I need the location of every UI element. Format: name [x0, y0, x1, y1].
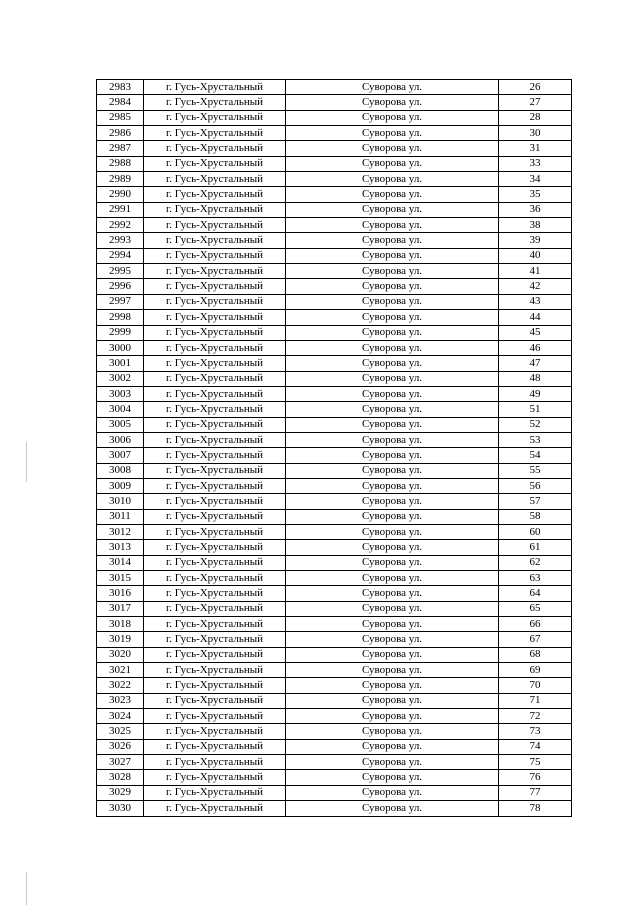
table-row — [97, 524, 572, 539]
street-cell: Суворова ул. — [286, 187, 499, 202]
city-cell: г. Гусь-Хрустальный — [144, 586, 286, 601]
row-number-cell: 3025 — [97, 724, 144, 739]
city-cell: г. Гусь-Хрустальный — [144, 356, 286, 371]
house-number-cell: 56 — [499, 478, 572, 493]
street-cell: Суворова ул. — [286, 617, 499, 632]
row-number-cell: 3008 — [97, 463, 144, 478]
city-cell: г. Гусь-Хрустальный — [144, 371, 286, 386]
street-cell: Суворова ул. — [286, 494, 499, 509]
street-cell: Суворова ул. — [286, 540, 499, 555]
street-cell: Суворова ул. — [286, 571, 499, 586]
city-cell: г. Гусь-Хрустальный — [144, 709, 286, 724]
street-cell: Суворова ул. — [286, 279, 499, 294]
city-cell: г. Гусь-Хрустальный — [144, 172, 286, 187]
city-cell: г. Гусь-Хрустальный — [144, 647, 286, 662]
row-number-cell: 2987 — [97, 141, 144, 156]
house-number-cell: 43 — [499, 294, 572, 309]
city-cell: г. Гусь-Хрустальный — [144, 463, 286, 478]
street-cell: Суворова ул. — [286, 663, 499, 678]
table-row — [97, 647, 572, 662]
row-number-cell: 2998 — [97, 310, 144, 325]
city-cell: г. Гусь-Хрустальный — [144, 663, 286, 678]
table-row — [97, 586, 572, 601]
table-row — [97, 264, 572, 279]
table-row — [97, 233, 572, 248]
house-number-cell: 57 — [499, 494, 572, 509]
street-cell: Суворова ул. — [286, 647, 499, 662]
house-number-cell: 34 — [499, 172, 572, 187]
table-row — [97, 678, 572, 693]
row-number-cell: 2989 — [97, 172, 144, 187]
house-number-cell: 66 — [499, 617, 572, 632]
house-number-cell: 49 — [499, 386, 572, 401]
row-number-cell: 2990 — [97, 187, 144, 202]
street-cell: Суворова ул. — [286, 264, 499, 279]
row-number-cell: 3013 — [97, 540, 144, 555]
house-number-cell: 60 — [499, 524, 572, 539]
house-number-cell: 30 — [499, 126, 572, 141]
house-number-cell: 47 — [499, 356, 572, 371]
table-row — [97, 663, 572, 678]
row-number-cell: 3005 — [97, 417, 144, 432]
city-cell: г. Гусь-Хрустальный — [144, 755, 286, 770]
street-cell: Суворова ул. — [286, 218, 499, 233]
house-number-cell: 65 — [499, 601, 572, 616]
house-number-cell: 68 — [499, 647, 572, 662]
row-number-cell: 3006 — [97, 432, 144, 447]
street-cell: Суворова ул. — [286, 801, 499, 816]
street-cell: Суворова ул. — [286, 110, 499, 125]
street-cell: Суворова ул. — [286, 126, 499, 141]
table-row — [97, 724, 572, 739]
table-row — [97, 248, 572, 263]
house-number-cell: 63 — [499, 571, 572, 586]
house-number-cell: 75 — [499, 755, 572, 770]
table-row — [97, 693, 572, 708]
table-row — [97, 540, 572, 555]
house-number-cell: 64 — [499, 586, 572, 601]
row-number-cell: 3007 — [97, 448, 144, 463]
street-cell: Суворова ул. — [286, 294, 499, 309]
table-row — [97, 617, 572, 632]
street-cell: Суворова ул. — [286, 463, 499, 478]
table-row — [97, 509, 572, 524]
table-row — [97, 202, 572, 217]
city-cell: г. Гусь-Хрустальный — [144, 524, 286, 539]
address-table-body — [97, 80, 572, 817]
street-cell: Суворова ул. — [286, 724, 499, 739]
city-cell: г. Гусь-Хрустальный — [144, 386, 286, 401]
house-number-cell: 44 — [499, 310, 572, 325]
city-cell: г. Гусь-Хрустальный — [144, 693, 286, 708]
row-number-cell: 3018 — [97, 617, 144, 632]
city-cell: г. Гусь-Хрустальный — [144, 202, 286, 217]
table-row — [97, 371, 572, 386]
city-cell: г. Гусь-Хрустальный — [144, 478, 286, 493]
house-number-cell: 45 — [499, 325, 572, 340]
table-row — [97, 386, 572, 401]
street-cell: Суворова ул. — [286, 80, 499, 95]
city-cell: г. Гусь-Хрустальный — [144, 264, 286, 279]
house-number-cell: 46 — [499, 340, 572, 355]
table-row — [97, 141, 572, 156]
house-number-cell: 41 — [499, 264, 572, 279]
row-number-cell: 2985 — [97, 110, 144, 125]
city-cell: г. Гусь-Хрустальный — [144, 310, 286, 325]
city-cell: г. Гусь-Хрустальный — [144, 95, 286, 110]
row-number-cell: 2997 — [97, 294, 144, 309]
house-number-cell: 67 — [499, 632, 572, 647]
city-cell: г. Гусь-Хрустальный — [144, 601, 286, 616]
row-number-cell: 3009 — [97, 478, 144, 493]
row-number-cell: 3024 — [97, 709, 144, 724]
row-number-cell: 2995 — [97, 264, 144, 279]
table-row — [97, 755, 572, 770]
street-cell: Суворова ул. — [286, 172, 499, 187]
house-number-cell: 42 — [499, 279, 572, 294]
city-cell: г. Гусь-Хрустальный — [144, 448, 286, 463]
city-cell: г. Гусь-Хрустальный — [144, 785, 286, 800]
row-number-cell: 2999 — [97, 325, 144, 340]
city-cell: г. Гусь-Хрустальный — [144, 325, 286, 340]
row-number-cell: 2988 — [97, 156, 144, 171]
house-number-cell: 70 — [499, 678, 572, 693]
row-number-cell: 2992 — [97, 218, 144, 233]
house-number-cell: 38 — [499, 218, 572, 233]
scan-margin-mark — [26, 872, 27, 905]
house-number-cell: 61 — [499, 540, 572, 555]
city-cell: г. Гусь-Хрустальный — [144, 801, 286, 816]
street-cell: Суворова ул. — [286, 202, 499, 217]
row-number-cell: 2983 — [97, 80, 144, 95]
row-number-cell: 2991 — [97, 202, 144, 217]
table-row — [97, 126, 572, 141]
city-cell: г. Гусь-Хрустальный — [144, 141, 286, 156]
table-row — [97, 95, 572, 110]
row-number-cell: 3003 — [97, 386, 144, 401]
house-number-cell: 39 — [499, 233, 572, 248]
table-row — [97, 571, 572, 586]
street-cell: Суворова ул. — [286, 371, 499, 386]
city-cell: г. Гусь-Хрустальный — [144, 724, 286, 739]
table-row — [97, 632, 572, 647]
house-number-cell: 40 — [499, 248, 572, 263]
house-number-cell: 48 — [499, 371, 572, 386]
city-cell: г. Гусь-Хрустальный — [144, 402, 286, 417]
street-cell: Суворова ул. — [286, 141, 499, 156]
street-cell: Суворова ул. — [286, 356, 499, 371]
house-number-cell: 36 — [499, 202, 572, 217]
row-number-cell: 3011 — [97, 509, 144, 524]
city-cell: г. Гусь-Хрустальный — [144, 540, 286, 555]
table-row — [97, 601, 572, 616]
row-number-cell: 2986 — [97, 126, 144, 141]
city-cell: г. Гусь-Хрустальный — [144, 156, 286, 171]
row-number-cell: 3017 — [97, 601, 144, 616]
city-cell: г. Гусь-Хрустальный — [144, 555, 286, 570]
row-number-cell: 2996 — [97, 279, 144, 294]
scan-margin-mark — [26, 442, 27, 482]
street-cell: Суворова ул. — [286, 432, 499, 447]
row-number-cell: 3004 — [97, 402, 144, 417]
house-number-cell: 62 — [499, 555, 572, 570]
table-row — [97, 801, 572, 816]
city-cell: г. Гусь-Хрустальный — [144, 509, 286, 524]
house-number-cell: 74 — [499, 739, 572, 754]
row-number-cell: 3019 — [97, 632, 144, 647]
street-cell: Суворова ул. — [286, 310, 499, 325]
table-row — [97, 709, 572, 724]
house-number-cell: 78 — [499, 801, 572, 816]
street-cell: Суворова ул. — [286, 478, 499, 493]
house-number-cell: 53 — [499, 432, 572, 447]
city-cell: г. Гусь-Хрустальный — [144, 678, 286, 693]
city-cell: г. Гусь-Хрустальный — [144, 187, 286, 202]
table-row — [97, 494, 572, 509]
city-cell: г. Гусь-Хрустальный — [144, 494, 286, 509]
table-row — [97, 110, 572, 125]
house-number-cell: 28 — [499, 110, 572, 125]
street-cell: Суворова ул. — [286, 755, 499, 770]
table-row — [97, 448, 572, 463]
house-number-cell: 35 — [499, 187, 572, 202]
house-number-cell: 76 — [499, 770, 572, 785]
row-number-cell: 3000 — [97, 340, 144, 355]
row-number-cell: 2984 — [97, 95, 144, 110]
row-number-cell: 2994 — [97, 248, 144, 263]
city-cell: г. Гусь-Хрустальный — [144, 417, 286, 432]
table-row — [97, 785, 572, 800]
city-cell: г. Гусь-Хрустальный — [144, 110, 286, 125]
table-row — [97, 356, 572, 371]
table-row — [97, 156, 572, 171]
street-cell: Суворова ул. — [286, 95, 499, 110]
row-number-cell: 3015 — [97, 571, 144, 586]
row-number-cell: 3030 — [97, 801, 144, 816]
table-row — [97, 555, 572, 570]
house-number-cell: 27 — [499, 95, 572, 110]
street-cell: Суворова ул. — [286, 402, 499, 417]
city-cell: г. Гусь-Хрустальный — [144, 739, 286, 754]
house-number-cell: 69 — [499, 663, 572, 678]
street-cell: Суворова ул. — [286, 448, 499, 463]
row-number-cell: 3016 — [97, 586, 144, 601]
street-cell: Суворова ул. — [286, 678, 499, 693]
house-number-cell: 51 — [499, 402, 572, 417]
house-number-cell: 33 — [499, 156, 572, 171]
street-cell: Суворова ул. — [286, 632, 499, 647]
city-cell: г. Гусь-Хрустальный — [144, 770, 286, 785]
house-number-cell: 77 — [499, 785, 572, 800]
address-table — [96, 79, 572, 817]
street-cell: Суворова ул. — [286, 601, 499, 616]
table-row — [97, 432, 572, 447]
house-number-cell: 31 — [499, 141, 572, 156]
table-row — [97, 739, 572, 754]
table-row — [97, 463, 572, 478]
table-row — [97, 340, 572, 355]
table-row — [97, 310, 572, 325]
table-row — [97, 294, 572, 309]
house-number-cell: 73 — [499, 724, 572, 739]
table-row — [97, 402, 572, 417]
table-row — [97, 80, 572, 95]
city-cell: г. Гусь-Хрустальный — [144, 248, 286, 263]
street-cell: Суворова ул. — [286, 770, 499, 785]
street-cell: Суворова ул. — [286, 386, 499, 401]
row-number-cell: 3014 — [97, 555, 144, 570]
row-number-cell: 2993 — [97, 233, 144, 248]
table-row — [97, 218, 572, 233]
street-cell: Суворова ул. — [286, 417, 499, 432]
house-number-cell: 52 — [499, 417, 572, 432]
street-cell: Суворова ул. — [286, 586, 499, 601]
house-number-cell: 26 — [499, 80, 572, 95]
table-row — [97, 172, 572, 187]
city-cell: г. Гусь-Хрустальный — [144, 294, 286, 309]
row-number-cell: 3027 — [97, 755, 144, 770]
row-number-cell: 3012 — [97, 524, 144, 539]
street-cell: Суворова ул. — [286, 739, 499, 754]
street-cell: Суворова ул. — [286, 325, 499, 340]
street-cell: Суворова ул. — [286, 248, 499, 263]
street-cell: Суворова ул. — [286, 233, 499, 248]
table-row — [97, 417, 572, 432]
house-number-cell: 58 — [499, 509, 572, 524]
city-cell: г. Гусь-Хрустальный — [144, 218, 286, 233]
table-row — [97, 279, 572, 294]
row-number-cell: 3028 — [97, 770, 144, 785]
city-cell: г. Гусь-Хрустальный — [144, 632, 286, 647]
row-number-cell: 3021 — [97, 663, 144, 678]
row-number-cell: 3029 — [97, 785, 144, 800]
street-cell: Суворова ул. — [286, 709, 499, 724]
house-number-cell: 71 — [499, 693, 572, 708]
street-cell: Суворова ул. — [286, 785, 499, 800]
table-row — [97, 770, 572, 785]
street-cell: Суворова ул. — [286, 693, 499, 708]
street-cell: Суворова ул. — [286, 555, 499, 570]
house-number-cell: 72 — [499, 709, 572, 724]
row-number-cell: 3001 — [97, 356, 144, 371]
table-row — [97, 187, 572, 202]
street-cell: Суворова ул. — [286, 509, 499, 524]
city-cell: г. Гусь-Хрустальный — [144, 617, 286, 632]
house-number-cell: 55 — [499, 463, 572, 478]
table-row — [97, 478, 572, 493]
city-cell: г. Гусь-Хрустальный — [144, 126, 286, 141]
row-number-cell: 3023 — [97, 693, 144, 708]
house-number-cell: 54 — [499, 448, 572, 463]
street-cell: Суворова ул. — [286, 156, 499, 171]
row-number-cell: 3010 — [97, 494, 144, 509]
street-cell: Суворова ул. — [286, 340, 499, 355]
street-cell: Суворова ул. — [286, 524, 499, 539]
city-cell: г. Гусь-Хрустальный — [144, 340, 286, 355]
city-cell: г. Гусь-Хрустальный — [144, 80, 286, 95]
row-number-cell: 3002 — [97, 371, 144, 386]
row-number-cell: 3026 — [97, 739, 144, 754]
row-number-cell: 3020 — [97, 647, 144, 662]
city-cell: г. Гусь-Хрустальный — [144, 279, 286, 294]
city-cell: г. Гусь-Хрустальный — [144, 233, 286, 248]
table-row — [97, 325, 572, 340]
city-cell: г. Гусь-Хрустальный — [144, 571, 286, 586]
row-number-cell: 3022 — [97, 678, 144, 693]
city-cell: г. Гусь-Хрустальный — [144, 432, 286, 447]
